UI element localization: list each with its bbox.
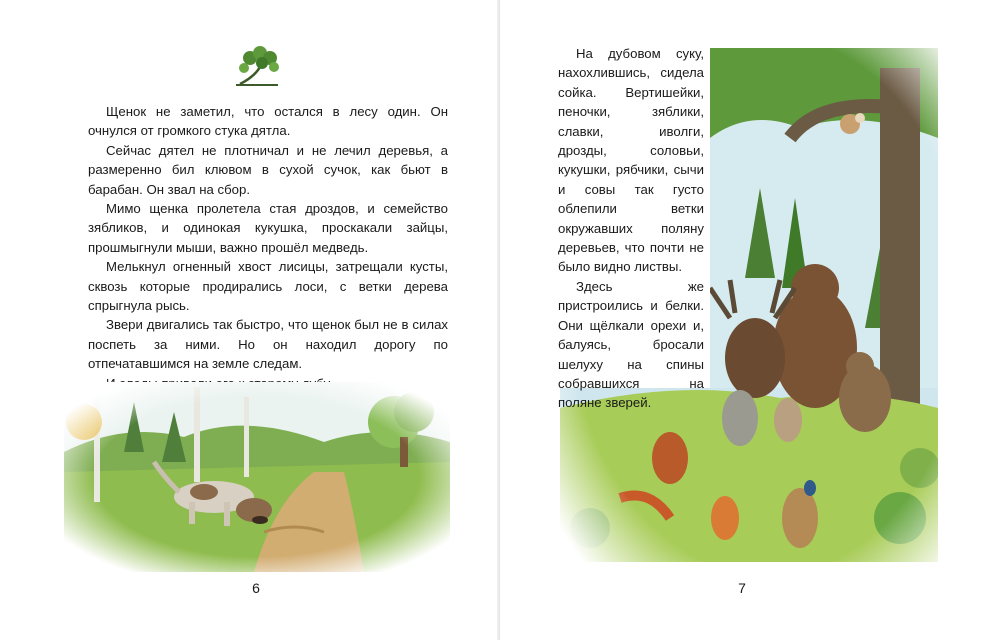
page-number: 7 [738,580,746,596]
left-page-text [88,102,448,393]
paragraph: На дубовом суку, нахохлившись, сидела сойка. Вертишейки, пеночки, зяблики, славки, иволги, дрозды, соловьи, кукушки, рябчики, сычи и совы так густо облепили ветки окружавших поляну деревьев, что почти не было видно листвы. [558,46,704,275]
paragraph: Сейчас дятел не плотничал и не лечил деревья, а размеренно бил клювом в сухой сучок, как бьют в барабан. Он звал на сбор. [88,142,448,197]
paragraph: Звери двигались так быстро, что щенок был не в силах поспеть за ними. Но он находил дорогу по отпечатавшимся на земле следам. [88,317,448,372]
paragraph: Мимо щенка пролетела стая дроздов, и семейство зябликов, и одинокая кукушка, проскакали зайцы, прошмыгнули мыши, важно прошёл медведь. [88,201,448,255]
right-page-text [558,44,704,413]
tree-ornament-icon [232,44,284,88]
puppy-forest-path-illustration [64,382,450,572]
page-number: 6 [252,580,260,596]
paragraph: Щенок не заметил, что остался в лесу один. Он очнулся от громкого стука дятла. [88,104,448,139]
paragraph: Здесь же пристроились и белки. Они щёлкали орехи и, балуясь, бросали шелуху на спины собравшихся на поляне зверей. [558,278,704,411]
right-page [500,0,1000,640]
paragraph: Мелькнул огненный хвост лисицы, затрещали кусты, сквозь которые продирались лоси, с ветки дерева спрыгнула рысь. [88,259,448,314]
